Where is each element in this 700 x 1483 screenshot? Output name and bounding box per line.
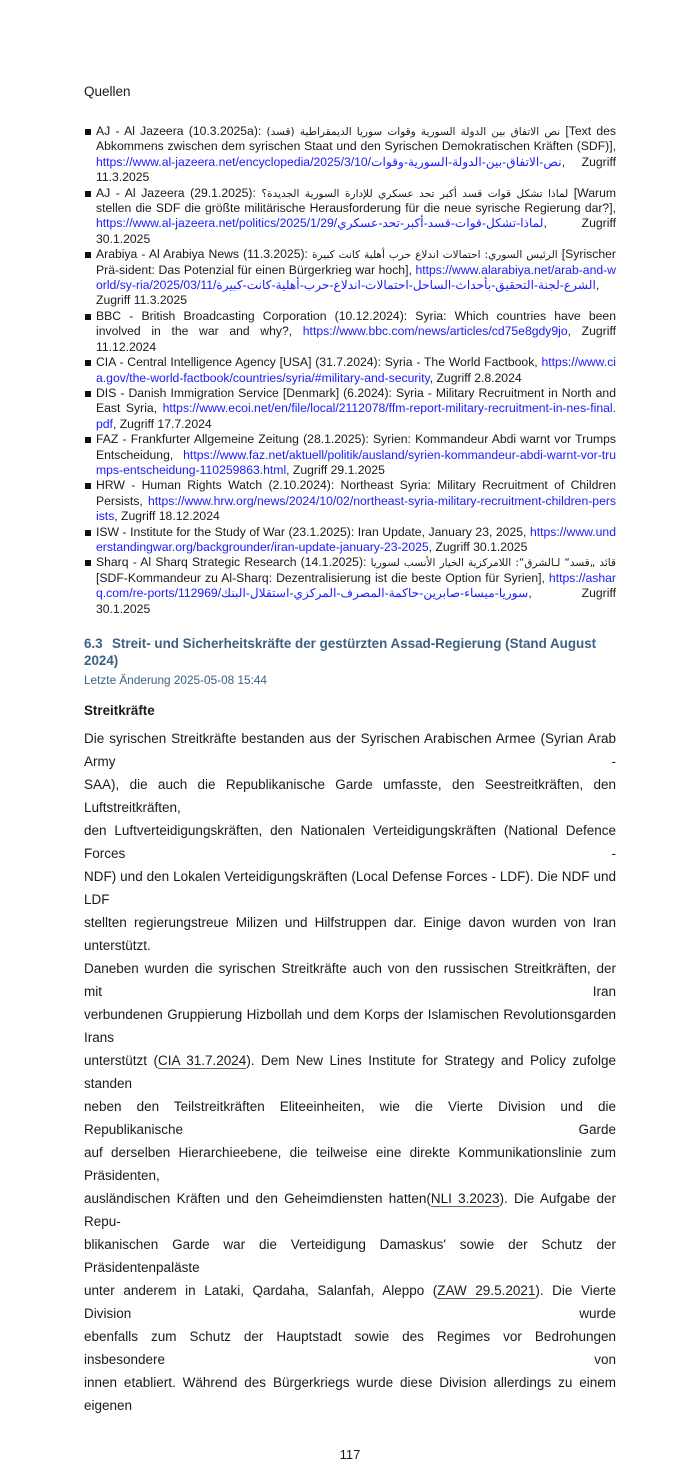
reference-link[interactable]: https://www.bbc.com/news/articles/cd75e8gdy9jo — [302, 324, 568, 339]
section-number: 6.3 — [84, 636, 103, 651]
text-line — [84, 727, 616, 773]
text-segment: ). Die Aufgabe der Repu- — [84, 1191, 616, 1229]
reference-accessed: , Zugriff 30.1.2025 — [96, 586, 616, 616]
text-segment: neben den Teilstreitkräften Eliteeinheiten, wie die Vierte Division und die Republikanische Garde — [84, 1099, 616, 1137]
reference-link[interactable]: https://asharq.com/re-ports/112969/سوريا-ميساء-صابرين-حاكمة-المصرف-المركزي-استقلال-البنك — [96, 570, 616, 601]
reference-item — [84, 525, 616, 556]
text-line — [84, 957, 616, 1003]
reference-item — [84, 386, 616, 432]
text-segment: auf derselben Hierarchieebene, die teilweise eine direkte Kommunikationslinie zum Präsidenten, — [84, 1145, 616, 1183]
text-line — [84, 1187, 616, 1233]
text-segment: NDF) und den Lokalen Verteidigungskräften (Local Defense Forces - LDF). Die NDF und LDF — [84, 869, 616, 907]
bullet-icon — [85, 437, 91, 443]
reference-accessed: , Zugriff 11.3.2025 — [96, 278, 600, 308]
last-changed: Letzte Änderung 2025-05-08 15:44 — [84, 673, 267, 687]
reference-link[interactable]: https://www.faz.net/aktuell/politik/ausland/syrien-kommandeur-abdi-warnt-vor-trumps-entscheidung-110259863.html — [96, 447, 616, 477]
reference-accessed: , Zugriff 2.8.2024 — [429, 370, 522, 385]
reference-title: [Text des Abkommens zwischen dem syrischen Staat und den Syrischen Demokratischen Kräften (SDF)], — [96, 124, 616, 154]
reference-accessed: , Zugriff 11.3.2025 — [96, 154, 616, 185]
reference-source: Sharq - Al Sharq Strategic Research (14.1.2025): — [96, 555, 371, 570]
reference-list — [84, 124, 616, 617]
text-segment: unterstützt ( — [84, 1053, 159, 1068]
text-line — [84, 1233, 616, 1279]
text-segment: Daneben wurden die syrischen Streitkräfte auch von den russischen Streitkräften, der mit Iran — [84, 961, 616, 999]
citation-link[interactable]: ZAW 29.5.2021 — [437, 1283, 536, 1298]
text-line — [84, 1003, 616, 1049]
reference-source: HRW - Human Rights Watch (2.10.2024): Northeast Syria: Military Recruitment of Children Persists, — [96, 478, 616, 508]
reference-item — [84, 186, 616, 248]
citation-link[interactable]: NLI 3.2023 — [430, 1191, 500, 1206]
reference-link[interactable]: https://www.al-jazeera.net/politics/2025/1/29/لماذا-تشكل-قوات-قسد-أكبر-تحد-عسكري — [96, 216, 544, 231]
section-title: Streit- und Sicherheitskräfte der gestürzten Assad-Regierung (Stand August 2024) — [84, 636, 597, 668]
reference-link[interactable]: https://www.understandingwar.org/backgrounder/iran-update-january-23-2025 — [96, 524, 616, 554]
reference-source: CIA - Central Intelligence Agency [USA] (31.7.2024): Syria - The World Factbook, — [96, 355, 542, 370]
reference-link[interactable]: https://www.ecoi.net/en/file/local/2112078/ffm-report-military-recruitment-in-nes-final.pdf — [96, 401, 616, 431]
reference-item — [84, 432, 616, 478]
reference-source: BBC - British Broadcasting Corporation (10.12.2024): Syria: Which countries have been involved in the war and why?, — [96, 308, 616, 339]
text-segment: SAA), die auch die Republikanische Garde umfasste, den Seestreitkräften, den Luftstreitkräften, — [84, 777, 616, 815]
bullet-icon — [85, 314, 91, 320]
reference-arabic-title: نص الاتفاق بين الدولة السورية وقوات سوريا الديمقراطية (قسد) — [266, 126, 561, 138]
sources-heading: Quellen — [84, 84, 131, 99]
reference-link[interactable]: https://www.alarabiya.net/arab-and-world/sy-ria/2025/03/11/الشرع-لجنة-التحقيق-بأحداث-الساحل-احتمالات-اندلاع-حرب-أهلية-كانت-كبيرة — [96, 262, 616, 293]
text-line — [84, 1325, 616, 1371]
text-segment: stellten regierungstreue Milizen und Hilfstruppen dar. Einige davon wurden von Iran unterstützt. — [84, 915, 616, 953]
reference-item — [84, 478, 616, 524]
text-segment: ebenfalls zum Schutz der Hauptstadt sowie des Regimes vor Bedrohungen insbesondere von — [84, 1329, 616, 1367]
reference-source: ISW - Institute for the Study of War (23.1.2025): Iran Update, January 23, 2025, — [96, 524, 530, 539]
reference-accessed: , Zugriff 11.12.2024 — [96, 324, 616, 354]
reference-item — [84, 555, 616, 617]
text-segment: unter anderem in Lataki, Qardaha, Salanfah, Aleppo ( — [84, 1283, 438, 1298]
bullet-icon — [85, 560, 91, 566]
text-segment: ). Die Vierte Division wurde — [84, 1283, 616, 1321]
reference-source: AJ - Al Jazeera (29.1.2025): — [96, 185, 262, 200]
page-number: 117 — [339, 1447, 361, 1462]
reference-item — [84, 355, 616, 386]
reference-source: AJ - Al Jazeera (10.3.2025a): — [96, 124, 267, 138]
bullet-icon — [85, 129, 91, 135]
citation-link[interactable]: CIA 31.7.2024 — [158, 1053, 247, 1068]
reference-item — [84, 124, 616, 186]
reference-accessed: , Zugriff 30.1.2025 — [96, 216, 616, 246]
text-line — [84, 911, 616, 957]
bullet-icon — [85, 191, 91, 197]
bullet-icon — [85, 391, 91, 397]
text-line — [84, 865, 616, 911]
text-line — [84, 1279, 616, 1325]
reference-title: [Warum stellen die SDF die größte militärische Herausforderung für die neue syrische Regierung dar?], — [96, 185, 616, 216]
reference-title: [Syrischer Prä-sident: Das Potenzial für einen Bürgerkrieg war hoch], — [96, 247, 616, 277]
subheading: Streitkräfte — [84, 703, 155, 718]
reference-link[interactable]: https://www.hrw.org/news/2024/10/02/northeast-syria-military-recruitment-children-persists — [96, 493, 616, 524]
text-line — [84, 1049, 616, 1095]
text-line — [84, 1371, 616, 1417]
reference-source: FAZ - Frankfurter Allgemeine Zeitung (28.1.2025): Syrien: Kommandeur Abdi warnt vor Trumps Entscheidung, — [96, 432, 616, 462]
reference-arabic-title: لماذا تشكل قوات قسد أكبر تحد عسكري للإدارة السورية الجديدة؟ — [261, 187, 569, 200]
bullet-icon — [85, 252, 91, 258]
reference-link[interactable]: https://www.cia.gov/the-world-factbook/countries/syria/#military-and-security — [96, 355, 616, 385]
body-paragraph — [84, 727, 616, 1417]
reference-accessed: , Zugriff 29.1.2025 — [286, 462, 385, 477]
text-segment: blikanischen Garde war die Verteidigung Damaskus' sowie der Schutz der Präsidentenpaläste — [84, 1237, 616, 1275]
text-segment: Die syrischen Streitkräfte bestanden aus der Syrischen Arabischen Armee (Syrian Arab Army - — [84, 731, 616, 769]
reference-item — [84, 309, 616, 355]
reference-accessed: , Zugriff 18.12.2024 — [114, 509, 220, 524]
text-segment: ausländischen Kräften und den Geheimdiensten hatten( — [84, 1191, 431, 1206]
bullet-icon — [85, 483, 91, 489]
text-line — [84, 773, 616, 819]
text-segment: verbundenen Gruppierung Hizbollah und dem Korps der Islamischen Revolutionsgarden Irans — [84, 1007, 616, 1045]
reference-source: DIS - Danish Immigration Service [Denmark] (6.2024): Syria - Military Recruitment in North and East Syria, — [96, 385, 616, 416]
text-line — [84, 819, 616, 865]
reference-accessed: , Zugriff 17.7.2024 — [112, 416, 212, 431]
text-segment: ). Dem New Lines Institute for Strategy and Policy zufolge standen — [84, 1053, 616, 1091]
reference-arabic-title: قائد „قسد“ لـالشرق“: اللامركزية الخيار الأنسب لسوريا — [370, 557, 617, 570]
reference-arabic-title: الرئيس السوري: احتمالات اندلاع حرب أهلية كانت كبيرة — [312, 249, 558, 262]
text-segment: innen etabliert. Während des Bürgerkriegs wurde diese Division allerdings zu einem eigenen — [84, 1375, 616, 1413]
reference-source: Arabiya - Al Arabiya News (11.3.2025): — [96, 247, 313, 262]
reference-item — [84, 247, 616, 309]
reference-accessed: , Zugriff 30.1.2025 — [428, 539, 528, 554]
text-line — [84, 1095, 616, 1141]
reference-link[interactable]: https://www.al-jazeera.net/encyclopedia/2025/3/10/نص-الاتفاق-بين-الدولة-السورية-وقوات — [96, 154, 562, 169]
text-segment: den Luftverteidigungskräften, den Nationalen Verteidigungskräften (National Defence Forces - — [84, 823, 616, 861]
bullet-icon — [85, 360, 91, 366]
text-line — [84, 1141, 616, 1187]
section-heading — [84, 635, 616, 669]
bullet-icon — [85, 530, 91, 536]
reference-title: [SDF-Kommandeur zu Al-Sharq: Dezentralisierung ist die beste Option für Syrien], — [96, 570, 549, 585]
